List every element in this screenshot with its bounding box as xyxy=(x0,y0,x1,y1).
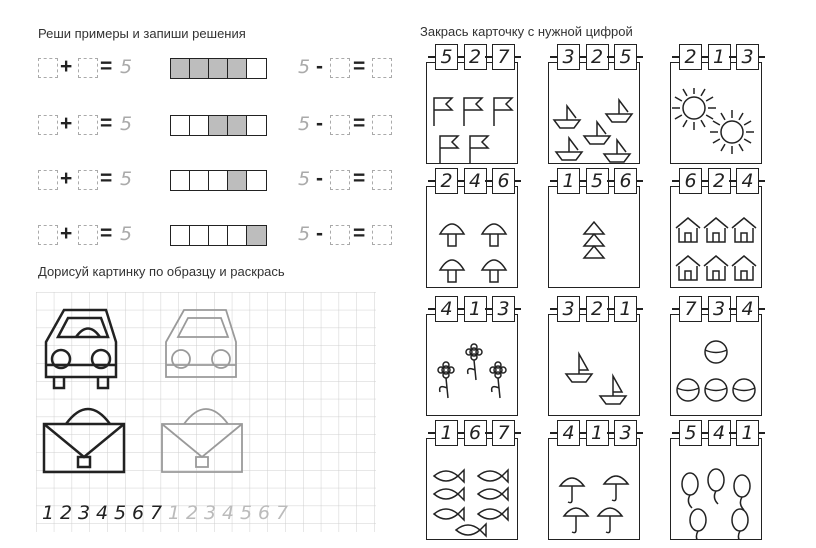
equals-sign: = xyxy=(353,222,366,245)
houses-picture-icon xyxy=(670,212,762,288)
picture-card-umbrellas[interactable] xyxy=(540,420,648,540)
strip-cell xyxy=(171,116,190,135)
tab-dash xyxy=(758,180,765,182)
digit-tab[interactable]: 4 xyxy=(557,420,580,446)
strip-cell xyxy=(247,226,266,245)
digit-tab[interactable]: 7 xyxy=(679,296,702,322)
tab-dash xyxy=(729,56,736,58)
start-digit: 5 xyxy=(298,113,311,135)
digit-tab[interactable]: 2 xyxy=(586,296,609,322)
digit-tab[interactable]: 4 xyxy=(736,168,759,194)
digit-tab[interactable]: 1 xyxy=(708,44,731,70)
plus-equation-row xyxy=(38,167,138,192)
tab-dash xyxy=(485,56,492,58)
answer-box[interactable] xyxy=(372,115,392,135)
answer-box[interactable] xyxy=(330,225,350,245)
answer-box[interactable] xyxy=(330,58,350,78)
picture-card-balloons[interactable] xyxy=(662,420,770,540)
digit-tab[interactable]: 1 xyxy=(614,296,637,322)
picture-card-mushrooms[interactable] xyxy=(418,168,526,288)
digit-tab[interactable]: 5 xyxy=(614,44,637,70)
tab-dash xyxy=(579,308,586,310)
trace-digit: 7 xyxy=(276,502,289,524)
card-digit-tabs xyxy=(550,168,643,194)
plus-equation-row xyxy=(38,55,138,80)
digit-tab[interactable]: 1 xyxy=(464,296,487,322)
tab-dash xyxy=(579,432,586,434)
sample-digit: 4 xyxy=(96,502,109,524)
minus-equation-row xyxy=(298,55,398,80)
equals-sign: = xyxy=(100,112,113,135)
digit-tab[interactable]: 2 xyxy=(708,168,731,194)
tab-dash xyxy=(485,432,492,434)
sample-digit: 6 xyxy=(132,502,145,524)
answer-box[interactable] xyxy=(372,58,392,78)
tree-picture-icon xyxy=(548,212,640,288)
sample-digit: 3 xyxy=(78,502,91,524)
equals-sign: = xyxy=(353,112,366,135)
digit-tab[interactable]: 1 xyxy=(557,168,580,194)
tab-dash xyxy=(607,432,614,434)
task3-heading: Закрась карточку с нужной цифрой xyxy=(420,24,633,39)
picture-card-fish[interactable] xyxy=(418,420,526,540)
tab-dash xyxy=(514,180,521,182)
strip-cell xyxy=(209,116,228,135)
digit-tab[interactable]: 5 xyxy=(586,168,609,194)
tab-dash xyxy=(672,432,679,434)
digit-tab[interactable]: 4 xyxy=(736,296,759,322)
start-digit: 5 xyxy=(298,223,311,245)
digit-tab[interactable]: 7 xyxy=(492,420,515,446)
tab-dash xyxy=(729,180,736,182)
task2-heading: Дорисуй картинку по образцу и раскрась xyxy=(38,264,285,279)
tab-dash xyxy=(514,56,521,58)
answer-box[interactable] xyxy=(38,170,58,190)
tab-dash xyxy=(428,308,435,310)
picture-card-flags[interactable] xyxy=(418,44,526,164)
strip-cell xyxy=(209,171,228,190)
balls-picture-icon xyxy=(670,340,762,416)
digit-tab[interactable]: 5 xyxy=(679,420,702,446)
answer-box[interactable] xyxy=(78,115,98,135)
tab-dash xyxy=(672,180,679,182)
tab-dash xyxy=(701,56,708,58)
flags-picture-icon xyxy=(426,88,518,164)
tab-dash xyxy=(607,308,614,310)
strip-cell xyxy=(190,171,209,190)
card-digit-tabs xyxy=(428,296,521,322)
counting-strip xyxy=(170,115,267,136)
drawing-grid[interactable] xyxy=(36,292,376,532)
answer-box[interactable] xyxy=(38,58,58,78)
digit-tab[interactable]: 7 xyxy=(492,44,515,70)
strip-cell xyxy=(228,116,247,135)
digit-tab[interactable]: 6 xyxy=(492,168,515,194)
digit-tab[interactable]: 3 xyxy=(557,296,580,322)
plus-sign: + xyxy=(60,222,73,245)
digit-tab[interactable]: 1 xyxy=(586,420,609,446)
plus-equation-row xyxy=(38,222,138,247)
plus-sign: + xyxy=(60,55,73,78)
digit-tab[interactable]: 6 xyxy=(679,168,702,194)
digit-tab[interactable]: 3 xyxy=(736,44,759,70)
strip-cell xyxy=(228,59,247,78)
tab-dash xyxy=(579,56,586,58)
strip-cell xyxy=(228,226,247,245)
strip-cell xyxy=(228,171,247,190)
strip-cell xyxy=(209,226,228,245)
tab-dash xyxy=(457,432,464,434)
tab-dash xyxy=(428,180,435,182)
digit-tab[interactable]: 4 xyxy=(708,420,731,446)
sample-digit: 2 xyxy=(60,502,73,524)
digit-tab[interactable]: 6 xyxy=(614,168,637,194)
minus-equation-row xyxy=(298,112,398,137)
answer-box[interactable] xyxy=(78,225,98,245)
tab-dash xyxy=(758,308,765,310)
card-digit-tabs xyxy=(428,168,521,194)
digit-tab[interactable]: 1 xyxy=(736,420,759,446)
tab-dash xyxy=(485,180,492,182)
tab-dash xyxy=(729,432,736,434)
counting-strip xyxy=(170,58,267,79)
strip-cell xyxy=(190,226,209,245)
minus-sign: - xyxy=(316,112,323,135)
sample-digit: 1 xyxy=(42,502,55,524)
tab-dash xyxy=(579,180,586,182)
minus-sign: - xyxy=(316,167,323,190)
card-digit-tabs xyxy=(672,296,765,322)
answer-box[interactable] xyxy=(78,170,98,190)
picture-card-houses[interactable] xyxy=(662,168,770,288)
tab-dash xyxy=(550,432,557,434)
boats-picture-icon xyxy=(548,88,640,164)
digit-tab[interactable]: 3 xyxy=(708,296,731,322)
answer-box[interactable] xyxy=(330,170,350,190)
tab-dash xyxy=(729,308,736,310)
digit-tab[interactable]: 3 xyxy=(614,420,637,446)
tab-dash xyxy=(457,180,464,182)
tab-dash xyxy=(636,56,643,58)
digit-tab[interactable]: 4 xyxy=(464,168,487,194)
tab-dash xyxy=(758,56,765,58)
minus-sign: - xyxy=(316,222,323,245)
card-digit-tabs xyxy=(672,420,765,446)
sample-digit: 5 xyxy=(114,502,127,524)
minus-equation-row xyxy=(298,167,398,192)
tab-dash xyxy=(636,180,643,182)
tab-dash xyxy=(550,308,557,310)
result-digit: 5 xyxy=(120,223,133,245)
picture-card-tree[interactable] xyxy=(540,168,648,288)
trace-digit: 3 xyxy=(204,502,217,524)
trace-digit: 1 xyxy=(168,502,181,524)
digit-tab[interactable]: 3 xyxy=(492,296,515,322)
digit-tab[interactable]: 3 xyxy=(557,44,580,70)
digit-tab[interactable]: 4 xyxy=(435,296,458,322)
picture-card-flowers[interactable] xyxy=(418,296,526,416)
strip-cell xyxy=(209,59,228,78)
picture-card-sailboats[interactable] xyxy=(540,296,648,416)
result-digit: 5 xyxy=(120,168,133,190)
tab-dash xyxy=(701,432,708,434)
tab-dash xyxy=(672,308,679,310)
tab-dash xyxy=(514,432,521,434)
digit-tab[interactable]: 5 xyxy=(435,44,458,70)
card-digit-tabs xyxy=(428,420,521,446)
answer-box[interactable] xyxy=(372,225,392,245)
tab-dash xyxy=(607,56,614,58)
strip-cell xyxy=(171,59,190,78)
strip-cell xyxy=(171,226,190,245)
answer-box[interactable] xyxy=(372,170,392,190)
tab-dash xyxy=(701,308,708,310)
digit-tab[interactable]: 6 xyxy=(464,420,487,446)
card-digit-tabs xyxy=(428,44,521,70)
card-digit-tabs xyxy=(672,168,765,194)
balloons-picture-icon xyxy=(670,464,762,540)
picture-card-suns[interactable] xyxy=(662,44,770,164)
digit-tab[interactable]: 2 xyxy=(679,44,702,70)
digit-tab[interactable]: 2 xyxy=(464,44,487,70)
plus-equation-row xyxy=(38,112,138,137)
tab-dash xyxy=(758,432,765,434)
task1-heading: Реши примеры и запиши решения xyxy=(38,26,246,41)
result-digit: 5 xyxy=(120,56,133,78)
tab-dash xyxy=(457,56,464,58)
tab-dash xyxy=(672,56,679,58)
minus-sign: - xyxy=(316,55,323,78)
tab-dash xyxy=(701,180,708,182)
strip-cell xyxy=(190,59,209,78)
equals-sign: = xyxy=(353,55,366,78)
digit-tab[interactable]: 1 xyxy=(435,420,458,446)
fish-picture-icon xyxy=(426,464,518,540)
card-digit-tabs xyxy=(550,420,643,446)
answer-box[interactable] xyxy=(330,115,350,135)
plus-sign: + xyxy=(60,112,73,135)
digit-tab[interactable]: 2 xyxy=(435,168,458,194)
suns-picture-icon xyxy=(670,88,762,164)
tab-dash xyxy=(428,56,435,58)
tab-dash xyxy=(636,432,643,434)
result-digit: 5 xyxy=(120,113,133,135)
flowers-picture-icon xyxy=(426,340,518,416)
tab-dash xyxy=(485,308,492,310)
equals-sign: = xyxy=(353,167,366,190)
card-digit-tabs xyxy=(550,296,643,322)
strip-cell xyxy=(247,171,266,190)
card-digit-tabs xyxy=(672,44,765,70)
sailboats-picture-icon xyxy=(548,340,640,416)
answer-box[interactable] xyxy=(78,58,98,78)
equals-sign: = xyxy=(100,167,113,190)
tab-dash xyxy=(607,180,614,182)
counting-strip xyxy=(170,225,267,246)
equals-sign: = xyxy=(100,55,113,78)
digit-tab[interactable]: 2 xyxy=(586,44,609,70)
picture-card-balls[interactable] xyxy=(662,296,770,416)
trace-digit: 5 xyxy=(240,502,253,524)
tab-dash xyxy=(550,180,557,182)
trace-digit: 4 xyxy=(222,502,235,524)
answer-box[interactable] xyxy=(38,115,58,135)
tab-dash xyxy=(514,308,521,310)
plus-sign: + xyxy=(60,167,73,190)
strip-cell xyxy=(247,59,266,78)
answer-box[interactable] xyxy=(38,225,58,245)
tab-dash xyxy=(550,56,557,58)
start-digit: 5 xyxy=(298,56,311,78)
strip-cell xyxy=(171,171,190,190)
tab-dash xyxy=(457,308,464,310)
trace-digit: 2 xyxy=(186,502,199,524)
strip-cell xyxy=(247,116,266,135)
strip-cell xyxy=(190,116,209,135)
card-digit-tabs xyxy=(550,44,643,70)
mushrooms-picture-icon xyxy=(426,212,518,288)
tab-dash xyxy=(428,432,435,434)
start-digit: 5 xyxy=(298,168,311,190)
minus-equation-row xyxy=(298,222,398,247)
trace-digit: 6 xyxy=(258,502,271,524)
picture-card-boats[interactable] xyxy=(540,44,648,164)
equals-sign: = xyxy=(100,222,113,245)
tab-dash xyxy=(636,308,643,310)
sample-digit: 7 xyxy=(150,502,163,524)
umbrellas-picture-icon xyxy=(548,464,640,540)
counting-strip xyxy=(170,170,267,191)
